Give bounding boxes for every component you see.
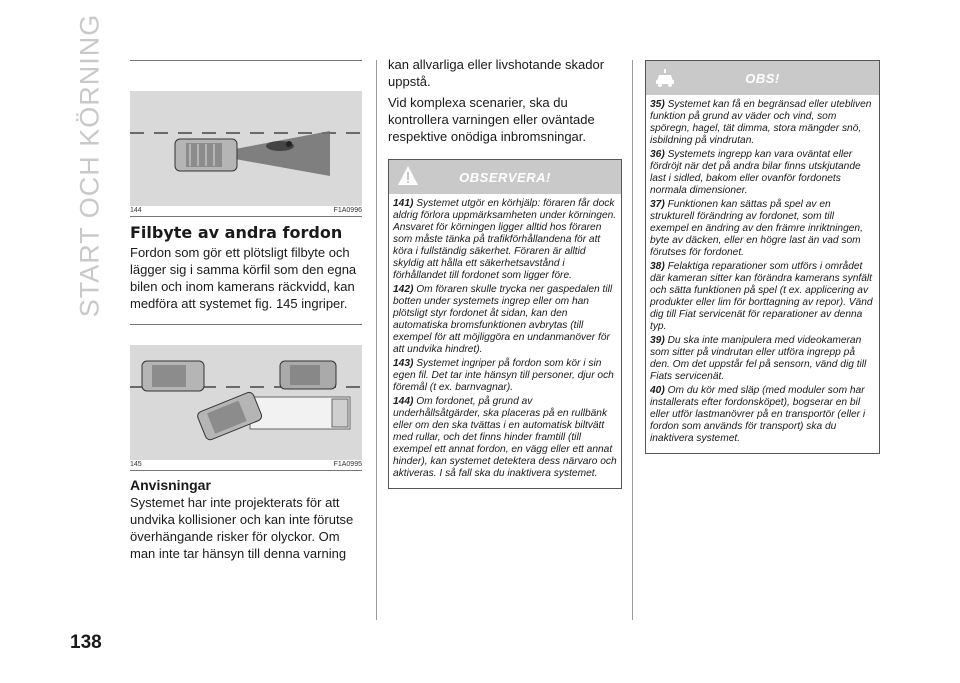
figure-code: F1A0996 [333, 207, 362, 214]
section-heading: Filbyte av andra fordon [130, 223, 343, 242]
obs-title: OBS! [745, 70, 780, 86]
column-divider [632, 60, 633, 620]
figure-number: 145 [130, 461, 142, 468]
note-38: 38) Felaktiga reparationer som utförs i området där kameran sitter kan förändra kamerans synfält och sätta funktionen på spel (t ex. applicering av produkter eller lim för borttagning av repor). Vänd dig till Fiat servicenät för reparationer av denna typ. [650, 261, 873, 332]
note-144: 144) Om fordonet, på grund av underhållsåtgärder, ska placeras på en rullbänk eller om den ska tvättas i en automatisk biltvätt med rullar, och det finns hinder framtill (till exempel ett annat fordon, en vägg eller ett annat hinder), kan systemet detektera dess närvaro och aktiveras. I så fall ska du inaktivera systemet. [393, 396, 617, 479]
note-40: 40) Om du kör med släp (med moduler som har installerats efter fordonsköpet), bogserar en bil eller utför lastmanövrer på en transportör (eller i fordon som används för transport) ska du inaktivera systemet. [650, 385, 866, 444]
obs-box [645, 60, 880, 454]
page-number: 138 [70, 632, 102, 653]
observera-box [388, 159, 622, 489]
lane-illustration-cut-in [130, 325, 362, 460]
warning-icon [397, 165, 419, 187]
note-36: 36) Systemets ingrepp kan vara oväntat eller fördröjt när det på andra bilar finns utskjutande last i sidled, bakom eller ovanför fordonets normala dimensioner. [650, 149, 861, 196]
column-right [645, 60, 880, 454]
chapter-title: START OCH KÖRNING [74, 13, 105, 317]
note-142: 142) Om föraren skulle trycka ner gaspedalen till botten under systemets ingrep eller om han plötsligt styr fordonet åt sidan, kan den automatiska bromsfunktionen avbrytas (till exempel för att möjliggöra en undanmanöver för att undvika hindret). [393, 284, 613, 355]
figure-number: 144 [130, 207, 142, 214]
section-text: Fordon som gör ett plötsligt filbyte och lägger sig i samma körfil som den egna bilen och inom kamerans räckvidd, kan medföra att systemet fig. 145 ingriper. [130, 245, 357, 311]
note-37: 37) Funktionen kan sättas på spel av en strukturell förändring av fordonet, som till exempel en ändring av den främre inriktningen, byte av däcken, eller en högre last än vad som förutses för fordonet. [650, 199, 863, 258]
instructions-heading: Anvisningar [130, 477, 211, 493]
lane-illustration-motorcycle [130, 61, 362, 206]
column-middle [388, 56, 622, 489]
figure-145 [130, 324, 362, 471]
instructions-complex: Vid komplexa scenarier, ska du kontrollera varningen eller oväntade respektive onödiga inbromsningar. [388, 95, 595, 144]
note-143: 143) Systemet ingriper på fordon som kör i sin egen fil. Det tar inte hänsyn till personer, djur och föremål (t ex. barnvagnar). [393, 358, 614, 393]
observera-title: OBSERVERA! [459, 169, 551, 185]
observera-header [389, 160, 621, 194]
column-left [130, 60, 362, 566]
column-divider [376, 60, 377, 620]
instructions-continued: kan allvarliga eller livshotande skador uppstå. [388, 57, 605, 89]
car-warning-icon [654, 66, 676, 88]
note-35: 35) Systemet kan få en begränsad eller utebliven funktion på grund av väder och vind, som spöregn, hagel, tät dimma, stora mängder snö, isbildning på vindrutan. [650, 99, 872, 146]
note-141: 141) Systemet utgör en körhjälp: föraren får dock aldrig förlora uppmärksamheten under körningen. Ansvaret för körningen ligger alltid hos föraren som måste tänka på trafikförhållandena för att köra i fullständig säkerhet. Föraren är alltid skyldig att hålla ett säkerhetsavstånd i förhållandet till fordonet som ligger före. [393, 198, 617, 281]
note-39: 39) Du ska inte manipulera med videokameran som sitter på vindrutan eller utföra ingrepp på den. Om det uppstår fel på sensorn, vänd dig till Fiats servicenät. [650, 335, 867, 382]
figure-code: F1A0995 [333, 461, 362, 468]
obs-header [646, 61, 879, 95]
instructions-text: Systemet har inte projekterats för att undvika kollisioner och kan inte förutse överhängande risker för olyckor. Om man inte tar hänsyn till denna varning [130, 495, 354, 561]
figure-144 [130, 60, 362, 217]
